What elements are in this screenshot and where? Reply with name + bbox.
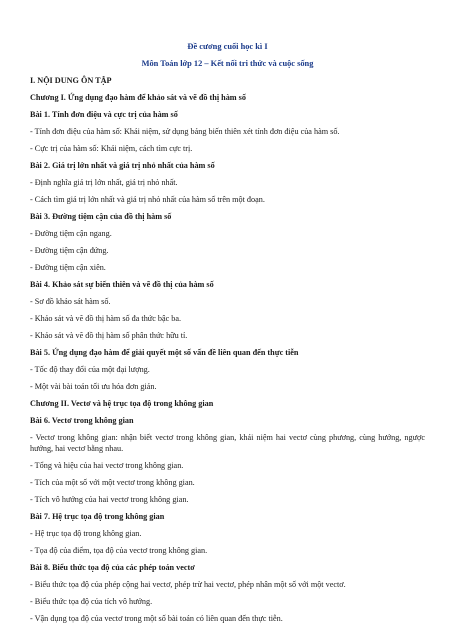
lesson-6-item: - Tích của một số với một vectơ trong không gian. xyxy=(30,478,195,487)
lesson-3-item: - Đường tiệm cận đứng. xyxy=(30,246,109,255)
document-title: Đề cương cuối học kì I xyxy=(187,42,268,51)
lesson-2-heading: Bài 2. Giá trị lớn nhất và giá trị nhỏ nhất của hàm số xyxy=(30,161,215,170)
lesson-8-item: - Vận dụng tọa độ của vectơ trong một số bài toán có liên quan đến thực tiễn. xyxy=(30,614,283,623)
lesson-8-heading: Bài 8. Biểu thức tọa độ của các phép toán vectơ xyxy=(30,563,195,572)
chapter-1-heading: Chương I. Ứng dụng đạo hàm để khảo sát và vẽ đồ thị hàm số xyxy=(30,93,246,102)
lesson-5-item: - Tốc độ thay đổi của một đại lượng. xyxy=(30,365,150,374)
document-subtitle: Môn Toán lớp 12 – Kết nối tri thức và cuộc sống xyxy=(141,59,314,68)
lesson-7-heading: Bài 7. Hệ trục tọa độ trong không gian xyxy=(30,512,165,521)
lesson-6-item: - Vectơ trong không gian: nhận biết vectơ trong không gian, khái niệm hai vectơ cùng phương, cùng hướng, ngược hướng, hai vectơ bằng nhau. xyxy=(30,433,425,453)
lesson-1-item: - Tính đơn điệu của hàm số: Khái niệm, sử dụng bảng biến thiên xét tính đơn điệu của hàm số. xyxy=(30,127,340,136)
lesson-4-item: - Sơ đồ khảo sát hàm số. xyxy=(30,297,111,306)
lesson-5-item: - Một vài bài toán tối ưu hóa đơn giản. xyxy=(30,382,157,391)
lesson-4-item: - Khảo sát và vẽ đồ thị hàm số phân thức hữu tỉ. xyxy=(30,331,188,340)
document-page xyxy=(30,41,425,624)
chapter-2-heading: Chương II. Vectơ và hệ trục tọa độ trong không gian xyxy=(30,399,214,408)
lesson-3-item: - Đường tiệm cận xiên. xyxy=(30,263,106,272)
lesson-8-item: - Biểu thức tọa độ của tích vô hướng. xyxy=(30,597,153,606)
lesson-2-item: - Cách tìm giá trị lớn nhất và giá trị nhỏ nhất của hàm số trên một đoạn. xyxy=(30,195,265,204)
lesson-4-heading: Bài 4. Khảo sát sự biến thiên và vẽ đồ thị của hàm số xyxy=(30,280,214,289)
lesson-7-item: - Hệ trục tọa độ trong không gian. xyxy=(30,529,142,538)
lesson-6-item: - Tích vô hướng của hai vectơ trong không gian. xyxy=(30,495,189,504)
lesson-4-item: - Khảo sát và vẽ đồ thị hàm số đa thức bậc ba. xyxy=(30,314,182,323)
lesson-7-item: - Tọa độ của điểm, tọa độ của vectơ trong không gian. xyxy=(30,546,208,555)
lesson-6-heading: Bài 6. Vectơ trong không gian xyxy=(30,416,134,425)
lesson-3-item: - Đường tiệm cận ngang. xyxy=(30,229,112,238)
lesson-1-heading: Bài 1. Tính đơn điệu và cực trị của hàm số xyxy=(30,110,178,119)
lesson-2-item: - Định nghĩa giá trị lớn nhất, giá trị nhỏ nhất. xyxy=(30,178,178,187)
lesson-3-heading: Bài 3. Đường tiệm cận của đồ thị hàm số xyxy=(30,212,172,221)
section-heading: I. NỘI DUNG ÔN TẬP xyxy=(30,76,112,85)
lesson-8-item: - Biểu thức tọa độ của phép cộng hai vectơ, phép trừ hai vectơ, phép nhân một số với một vectơ. xyxy=(30,580,346,589)
lesson-6-item: - Tổng và hiệu của hai vectơ trong không gian. xyxy=(30,461,184,470)
lesson-5-heading: Bài 5. Ứng dụng đạo hàm để giải quyết một số vấn đề liên quan đến thực tiễn xyxy=(30,348,299,357)
lesson-1-item: - Cực trị của hàm số: Khái niệm, cách tìm cực trị. xyxy=(30,144,193,153)
